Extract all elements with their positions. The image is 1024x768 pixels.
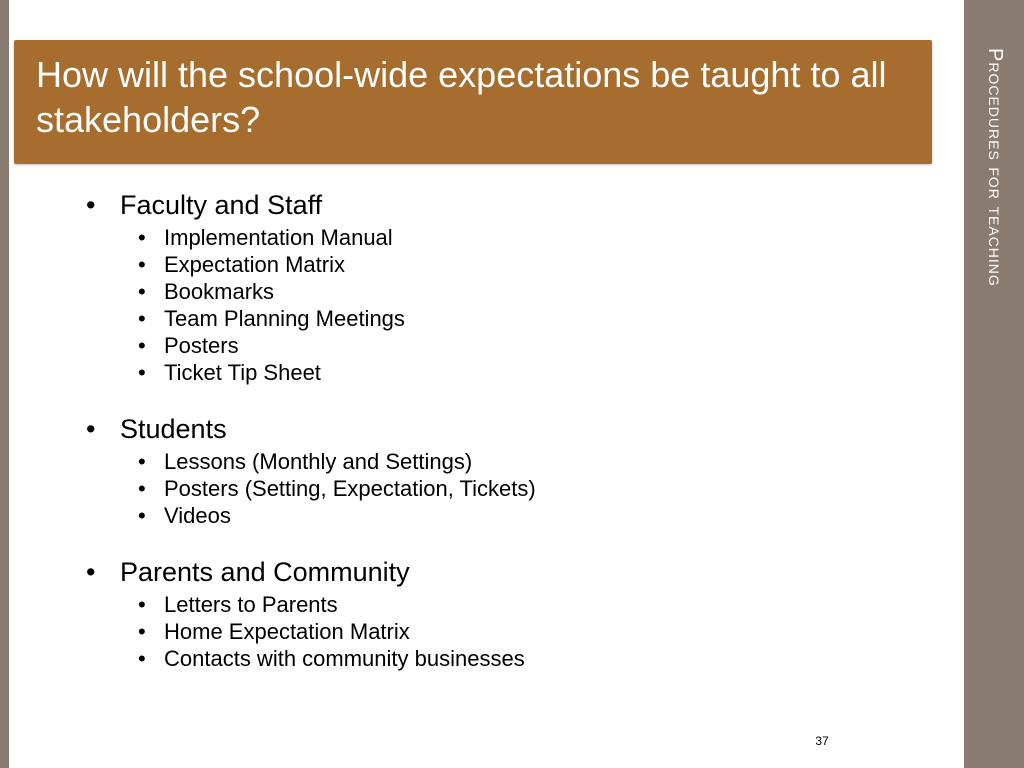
bullet-icon: • xyxy=(138,225,146,250)
list-item-text: Expectation Matrix xyxy=(164,252,345,277)
section-heading xyxy=(86,412,946,446)
list-item xyxy=(138,645,946,672)
section-heading-text: Students xyxy=(120,414,227,444)
list-item xyxy=(138,502,946,529)
sub-list xyxy=(138,591,946,672)
list-item xyxy=(138,448,946,475)
bullet-icon: • xyxy=(138,619,146,644)
list-item-text: Implementation Manual xyxy=(164,225,393,250)
sub-list xyxy=(138,224,946,386)
list-item xyxy=(138,359,946,386)
list-item xyxy=(138,591,946,618)
bullet-icon: • xyxy=(138,646,146,671)
bullet-icon: • xyxy=(86,557,96,587)
bullet-icon: • xyxy=(138,476,146,501)
page-number: 37 xyxy=(815,734,829,748)
list-item-text: Home Expectation Matrix xyxy=(164,619,410,644)
bullet-icon: • xyxy=(86,190,96,220)
list-item xyxy=(138,305,946,332)
bullet-icon: • xyxy=(138,449,146,474)
list-item-text: Contacts with community businesses xyxy=(164,646,525,671)
list-item-text: Team Planning Meetings xyxy=(164,306,405,331)
slide-title: How will the school-wide expectations be taught to all stakeholders? xyxy=(36,54,887,140)
vertical-section-title: Procedures for teaching xyxy=(984,48,1006,287)
bullet-icon: • xyxy=(138,503,146,528)
list-item xyxy=(138,278,946,305)
list-item-text: Posters (Setting, Expectation, Tickets) xyxy=(164,476,536,501)
list-item-text: Letters to Parents xyxy=(164,592,338,617)
bullet-icon: • xyxy=(86,414,96,444)
section-heading xyxy=(86,555,946,589)
section-heading-text: Faculty and Staff xyxy=(120,190,323,220)
section-heading-text: Parents and Community xyxy=(120,557,410,587)
section-heading xyxy=(86,188,946,222)
list-item-text: Bookmarks xyxy=(164,279,275,304)
list-item-text: Videos xyxy=(164,503,231,528)
bullet-icon: • xyxy=(138,306,146,331)
sub-list xyxy=(138,448,946,529)
section-students xyxy=(86,412,946,529)
list-item-text: Posters xyxy=(164,333,239,358)
section-parents-and-community xyxy=(86,555,946,672)
list-item xyxy=(138,251,946,278)
section-faculty-and-staff xyxy=(86,188,946,386)
bullet-icon: • xyxy=(138,279,146,304)
list-item xyxy=(138,618,946,645)
bullet-icon: • xyxy=(138,333,146,358)
list-item xyxy=(138,224,946,251)
list-item-text: Ticket Tip Sheet xyxy=(164,360,321,385)
bullet-content xyxy=(86,188,946,698)
list-item-text: Lessons (Monthly and Settings) xyxy=(164,449,473,474)
bullet-icon: • xyxy=(138,592,146,617)
list-item xyxy=(138,332,946,359)
bullet-icon: • xyxy=(138,252,146,277)
left-border-strip xyxy=(0,0,9,768)
title-bar xyxy=(14,40,932,164)
bullet-icon: • xyxy=(138,360,146,385)
list-item xyxy=(138,475,946,502)
